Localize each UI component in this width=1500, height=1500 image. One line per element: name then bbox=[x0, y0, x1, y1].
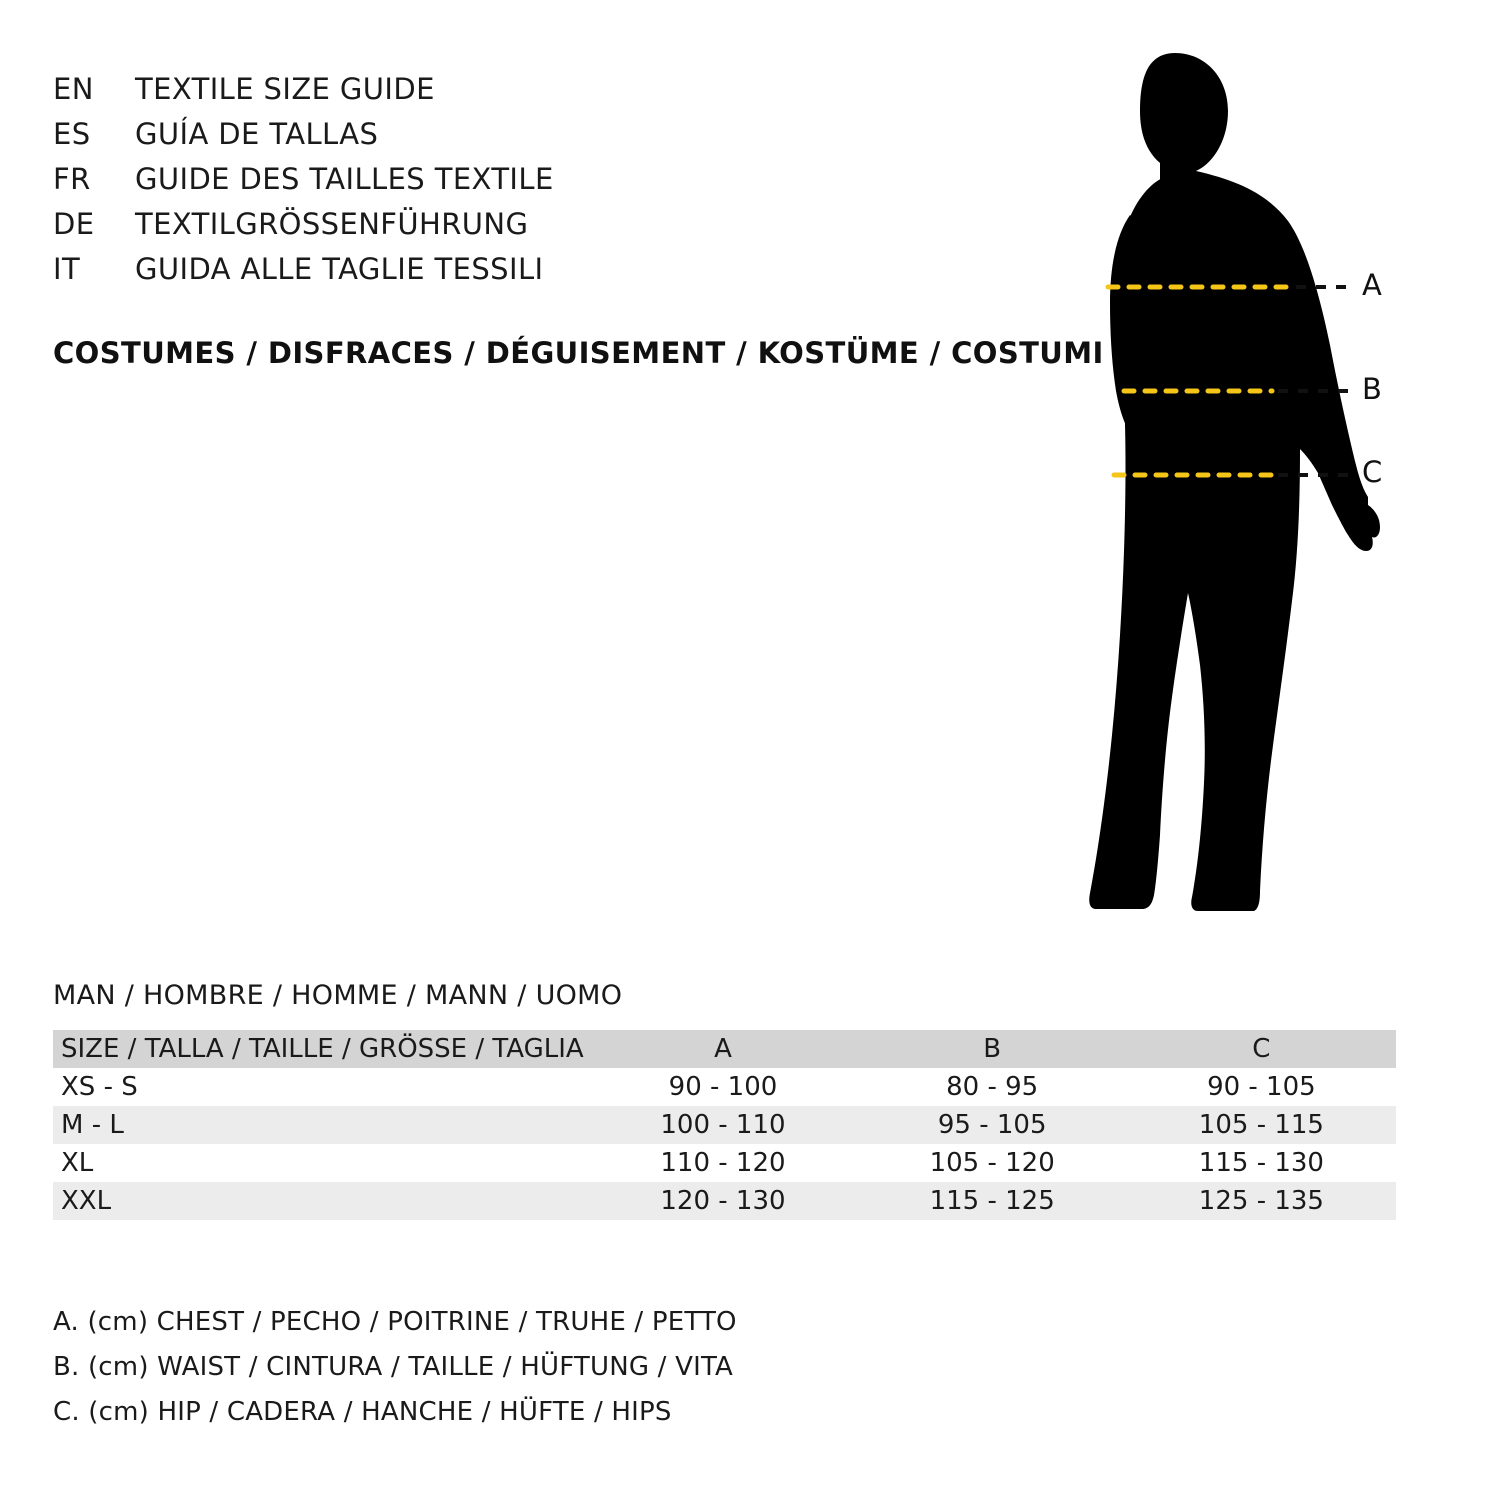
cell-a: 120 - 130 bbox=[588, 1182, 857, 1220]
size-table bbox=[53, 1030, 1396, 1220]
cell-c: 115 - 130 bbox=[1127, 1144, 1396, 1182]
footnotes bbox=[53, 1300, 737, 1435]
cell-c: 105 - 115 bbox=[1127, 1106, 1396, 1144]
language-text-en: TEXTILE SIZE GUIDE bbox=[135, 72, 435, 106]
cell-size: XXL bbox=[53, 1182, 588, 1220]
language-row-it bbox=[53, 252, 873, 297]
cell-size: M - L bbox=[53, 1106, 588, 1144]
cell-b: 115 - 125 bbox=[858, 1182, 1127, 1220]
body-silhouette-figure bbox=[1000, 35, 1450, 935]
language-row-en bbox=[53, 72, 873, 117]
language-code-en: EN bbox=[53, 72, 94, 106]
language-code-fr: FR bbox=[53, 162, 91, 196]
table-header-a: A bbox=[588, 1030, 857, 1068]
language-text-es: GUÍA DE TALLAS bbox=[135, 117, 379, 151]
footnote-a: A. (cm) CHEST / PECHO / POITRINE / TRUHE / PETTO bbox=[53, 1307, 737, 1337]
cell-b: 95 - 105 bbox=[858, 1106, 1127, 1144]
footnote-b: B. (cm) WAIST / CINTURA / TAILLE / HÜFTUNG / VITA bbox=[53, 1352, 734, 1382]
language-list bbox=[53, 72, 873, 297]
language-text-de: TEXTILGRÖSSENFÜHRUNG bbox=[135, 207, 529, 241]
marker-label-c: C bbox=[1362, 455, 1383, 489]
silhouette-icon bbox=[1000, 35, 1450, 935]
language-code-it: IT bbox=[53, 252, 81, 286]
footnote-c: C. (cm) HIP / CADERA / HANCHE / HÜFTE / HIPS bbox=[53, 1397, 672, 1427]
language-row-fr bbox=[53, 162, 873, 207]
cell-a: 90 - 100 bbox=[588, 1068, 857, 1106]
table-group-title: MAN / HOMBRE / HOMME / MANN / UOMO bbox=[53, 980, 623, 1011]
language-text-it: GUIDA ALLE TAGLIE TESSILI bbox=[135, 252, 544, 286]
language-row-es bbox=[53, 117, 873, 162]
cell-b: 105 - 120 bbox=[858, 1144, 1127, 1182]
cell-c: 125 - 135 bbox=[1127, 1182, 1396, 1220]
cell-c: 90 - 105 bbox=[1127, 1068, 1396, 1106]
cell-size: XS - S bbox=[53, 1068, 588, 1106]
marker-label-a: A bbox=[1362, 268, 1382, 302]
table-header-row bbox=[53, 1030, 1396, 1068]
language-code-de: DE bbox=[53, 207, 95, 241]
table-header-c: C bbox=[1127, 1030, 1396, 1068]
table-row bbox=[53, 1144, 1396, 1182]
table-row bbox=[53, 1068, 1396, 1106]
marker-label-b: B bbox=[1362, 372, 1382, 406]
table-header-size: SIZE / TALLA / TAILLE / GRÖSSE / TAGLIA bbox=[53, 1030, 588, 1068]
language-text-fr: GUIDE DES TAILLES TEXTILE bbox=[135, 162, 554, 196]
cell-b: 80 - 95 bbox=[858, 1068, 1127, 1106]
language-row-de bbox=[53, 207, 873, 252]
cell-size: XL bbox=[53, 1144, 588, 1182]
table-header-b: B bbox=[858, 1030, 1127, 1068]
language-code-es: ES bbox=[53, 117, 91, 151]
table-row bbox=[53, 1182, 1396, 1220]
cell-a: 100 - 110 bbox=[588, 1106, 857, 1144]
costumes-subtitle: COSTUMES / DISFRACES / DÉGUISEMENT / KOSTÜME / COSTUMI bbox=[53, 336, 1104, 370]
cell-a: 110 - 120 bbox=[588, 1144, 857, 1182]
table-row bbox=[53, 1106, 1396, 1144]
